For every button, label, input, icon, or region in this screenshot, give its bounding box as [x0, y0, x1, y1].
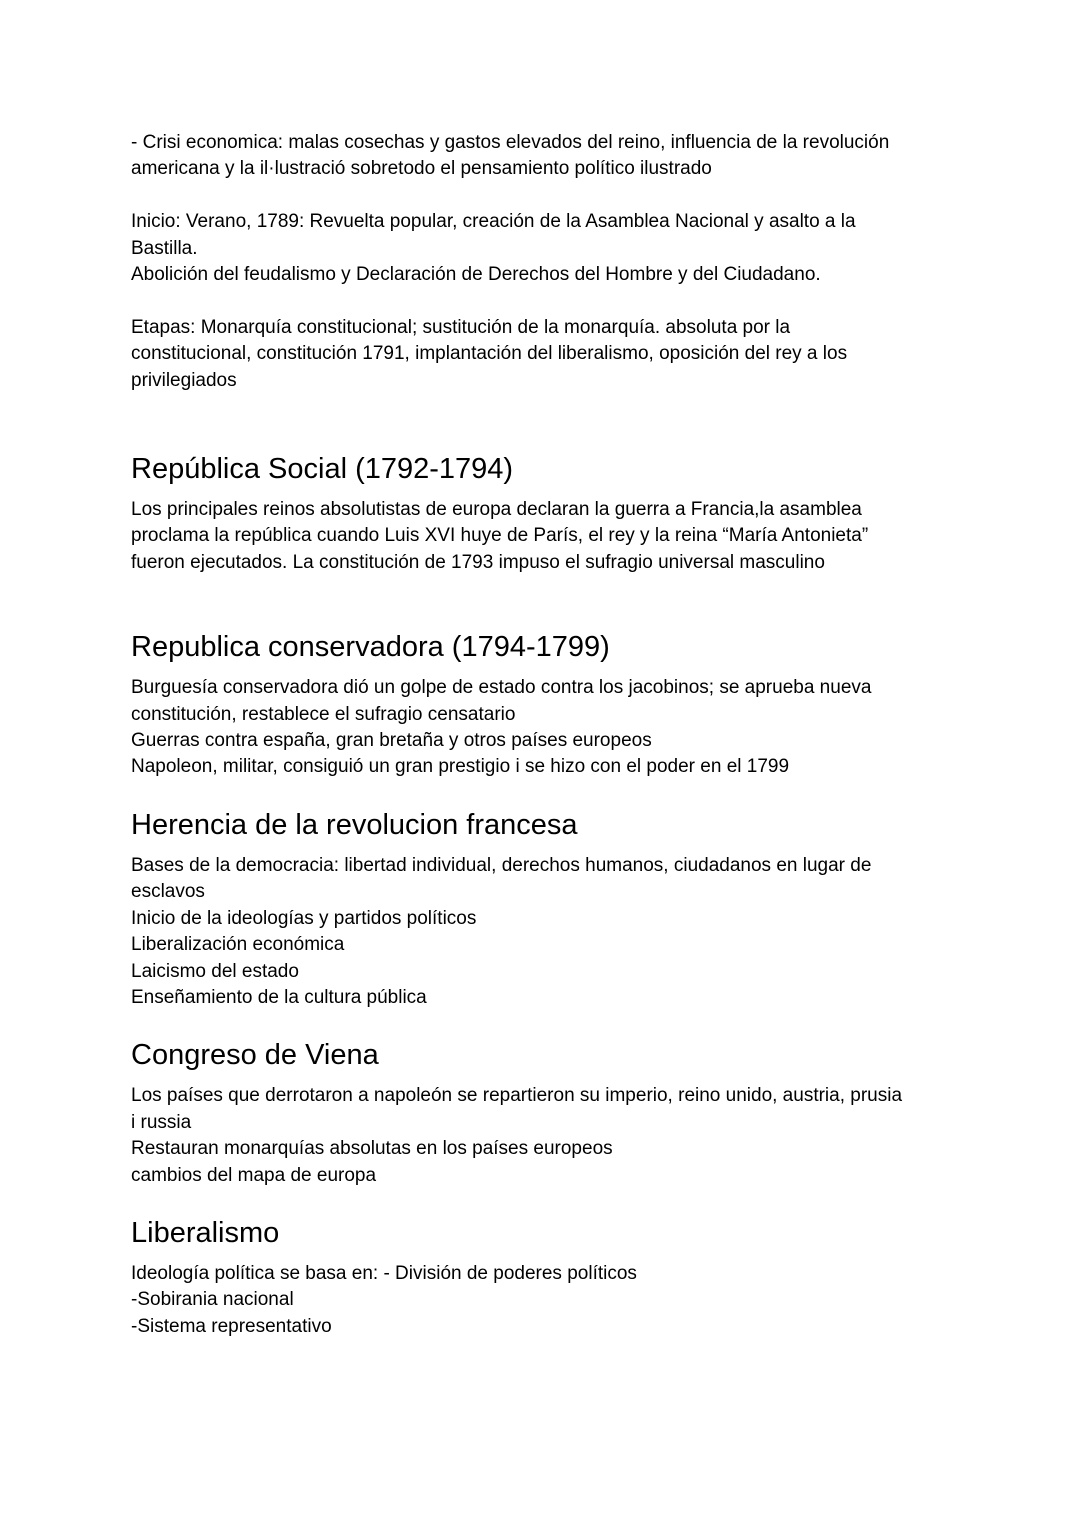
text-line: fueron ejecutados. La constitución de 1793 impuso el sufragio universal masculino: [131, 551, 825, 573]
section-heading: Liberalismo: [131, 1216, 280, 1249]
text-line: privilegiados: [131, 369, 237, 391]
text-line: cambios del mapa de europa: [131, 1164, 377, 1186]
text-line: Restauran monarquías absolutas en los países europeos: [131, 1138, 613, 1160]
text-line: Inicio: Verano, 1789: Revuelta popular, creación de la Asamblea Nacional y asalto a la: [131, 211, 856, 233]
section-heading: Republica conservadora (1794-1799): [131, 631, 610, 664]
text-line: Burguesía conservadora dió un golpe de estado contra los jacobinos; se aprueba nueva: [131, 677, 872, 699]
section-body: [131, 1261, 951, 1340]
etapas-paragraph: [131, 315, 951, 394]
text-line: Ideología política se basa en: - División de poderes políticos: [131, 1262, 637, 1284]
section-body: [131, 675, 951, 781]
text-line: Laicismo del estado: [131, 960, 299, 982]
section-body: [131, 497, 951, 576]
text-line: -Sistema representativo: [131, 1315, 332, 1337]
text-line: - Crisi economica: malas cosechas y gastos elevados del reino, influencia de la revolución: [131, 132, 890, 153]
text-line: constitución, restablece el sufragio censatario: [131, 703, 516, 725]
text-line: Los países que derrotaron a napoleón se repartieron su imperio, reino unido, austria, prusia: [131, 1085, 903, 1107]
text-line: Bases de la democracia: libertad individual, derechos humanos, ciudadanos en lugar de: [131, 854, 872, 876]
section-body: [131, 1083, 951, 1189]
text-line: Inicio de la ideologías y partidos políticos: [131, 907, 477, 929]
text-line: Napoleon, militar, consiguió un gran prestigio i se hizo con el poder en el 1799: [131, 756, 790, 778]
text-line: Abolición del feudalismo y Declaración de Derechos del Hombre y del Ciudadano.: [131, 264, 821, 286]
causes-paragraph: [131, 130, 951, 183]
text-line: i russia: [131, 1111, 192, 1133]
document-page: [131, 130, 951, 1340]
text-line: Guerras contra españa, gran bretaña y otros países europeos: [131, 730, 652, 752]
text-line: Etapas: Monarquía constitucional; sustitución de la monarquía. absoluta por la: [131, 316, 791, 338]
section-heading: Herencia de la revolucion francesa: [131, 808, 578, 841]
text-line: -Sobirania nacional: [131, 1289, 294, 1311]
inicio-paragraph: [131, 209, 951, 288]
section-heading: Congreso de Viena: [131, 1039, 379, 1072]
text-line: Bastilla.: [131, 237, 198, 259]
section-body: [131, 853, 951, 1011]
text-line: esclavos: [131, 881, 205, 903]
section-heading: República Social (1792-1794): [131, 453, 514, 486]
text-line: constitucional, constitución 1791, implantación del liberalismo, oposición del rey a los: [131, 343, 848, 365]
text-line: Liberalización económica: [131, 934, 345, 956]
text-line: americana y la il·lustració sobretodo el pensamiento político ilustrado: [131, 158, 712, 180]
text-line: Enseñamiento de la cultura pública: [131, 986, 427, 1008]
text-line: Los principales reinos absolutistas de europa declaran la guerra a Francia,la asamblea: [131, 499, 862, 521]
text-line: proclama la república cuando Luis XVI huye de París, el rey y la reina “María Antonieta”: [131, 525, 869, 547]
